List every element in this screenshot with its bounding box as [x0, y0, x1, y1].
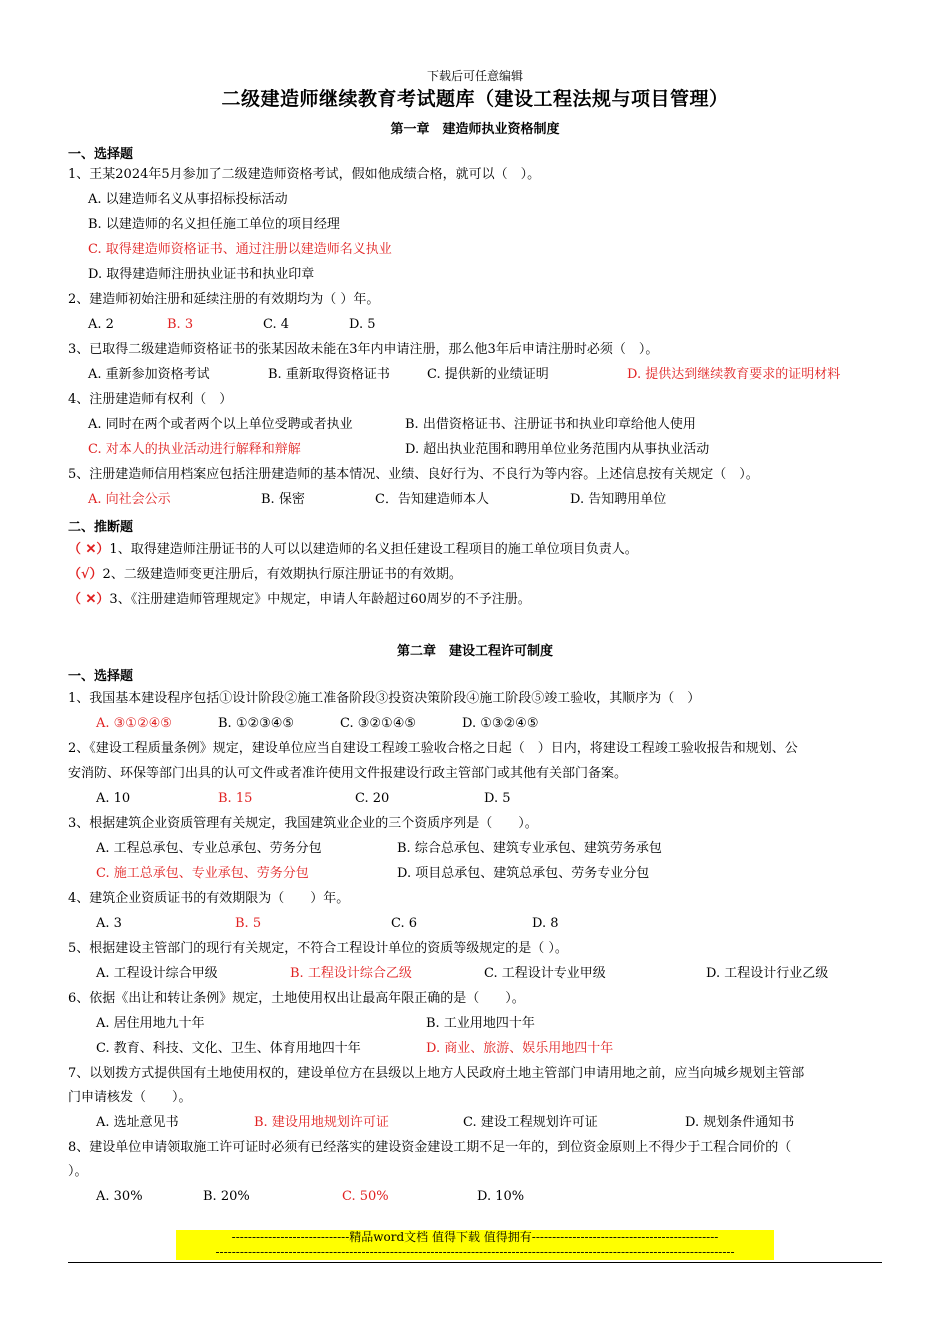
option-d: D. 5 [349, 317, 376, 332]
option-a: A. 工程设计综合甲级 [96, 966, 218, 981]
option-a: A. 以建造师名义从事招标投标活动 [88, 192, 288, 207]
question: 2、建造师初始注册和延续注册的有效期均为（ ）年。 [68, 292, 380, 307]
option-d: D. 取得建造师注册执业证书和执业印章 [88, 267, 315, 282]
option-b: B. 20% [203, 1189, 250, 1204]
option-d-answer: D. 提供达到继续教育要求的证明材料 [627, 367, 841, 382]
question: 2、《建设工程质量条例》规定，建设单位应当自建设工程竣工验收合格之日起（ ）日内，将建设工程竣工验收报告和规划、公 [68, 741, 798, 756]
judgement-item [68, 566, 462, 584]
option-c: C. ③②①④⑤ [340, 716, 417, 731]
option-d: D. 项目总承包、建筑总承包、劳务专业分包 [397, 866, 650, 881]
option-b: B. 出借资格证书、注册证书和执业印章给他人使用 [405, 417, 696, 432]
option-c-answer: C. 对本人的执业活动进行解释和辩解 [88, 442, 301, 457]
option-c: C. 建设工程规划许可证 [463, 1115, 598, 1130]
option-a: A. 选址意见书 [96, 1115, 179, 1130]
question-continued: 门申请核发（ ）。 [68, 1090, 192, 1105]
option-c: C．告知建造师本人 [375, 492, 489, 507]
option-d: D. 告知聘用单位 [570, 492, 667, 507]
option-b: B. 以建造师的名义担任施工单位的项目经理 [88, 217, 340, 232]
option-d: D. 10% [477, 1189, 525, 1204]
judgement-text: 1、取得建造师注册证书的人可以以建造师的名义担任建设工程项目的施工单位项目负责人。 [109, 542, 638, 557]
option-d-answer: D. 商业、旅游、娱乐用地四十年 [426, 1041, 614, 1056]
option-a: A. 工程总承包、专业总承包、劳务分包 [96, 841, 322, 856]
footer-banner-dashes: -------------------------------------------------------------------------------------------------------------------------------- [176, 1245, 774, 1260]
option-b: B. 综合总承包、建筑专业承包、建筑劳务承包 [397, 841, 662, 856]
option-c-answer: C. 50% [342, 1189, 389, 1204]
chapter-1-title: 第一章 建造师执业资格制度 [390, 122, 560, 137]
option-b: B. 重新取得资格证书 [268, 367, 390, 382]
option-c: C. 提供新的业绩证明 [427, 367, 549, 382]
option-d: D. 工程设计行业乙级 [706, 966, 829, 981]
chapter-2-title: 第二章 建设工程许可制度 [396, 644, 553, 659]
section-choice-heading: 一、选择题 [68, 147, 134, 162]
option-c-answer: C. 施工总承包、专业承包、劳务分包 [96, 866, 309, 881]
question: 8、建设单位申请领取施工许可证时必须有已经落实的建设资金建设工期不足一年的，到位资金原则上不得少于工程合同价的（ [68, 1140, 792, 1155]
option-a-answer: A. 向社会公示 [88, 492, 171, 507]
option-a: A. 同时在两个或者两个以上单位受聘或者执业 [88, 417, 353, 432]
judgement-item [68, 591, 531, 609]
option-a: A. 居住用地九十年 [96, 1016, 205, 1031]
option-b-answer: B. 建设用地规划许可证 [254, 1115, 389, 1130]
option-c-answer: C. 取得建造师资格证书、通过注册以建造师名义执业 [88, 242, 392, 257]
option-b-answer: B. 15 [218, 791, 253, 806]
option-a: A. 重新参加资格考试 [88, 367, 210, 382]
top-note: 下载后可任意编辑 [426, 69, 523, 83]
option-a: A. 3 [96, 916, 122, 931]
judgement-item [68, 541, 638, 559]
section-choice-heading: 一、选择题 [68, 669, 134, 684]
question-continued: ）。 [68, 1164, 88, 1179]
false-mark: （ ✕） [68, 542, 110, 557]
option-b-answer: B. 5 [235, 916, 262, 931]
question: 4、建筑企业资质证书的有效期限为（ ）年。 [68, 891, 350, 906]
judgement-text: 3、《注册建造师管理规定》中规定，申请人年龄超过60周岁的不予注册。 [109, 592, 531, 607]
question: 7、以划拨方式提供国有土地使用权的，建设单位方在县级以上地方人民政府土地主管部门申请用地之前，应当向城乡规划主管部 [68, 1066, 805, 1081]
option-a-answer: A. ③①②④⑤ [96, 716, 172, 731]
question: 5、根据建设主管部门的现行有关规定，不符合工程设计单位的资质等级规定的是（ ）。 [68, 941, 568, 956]
option-a: A. 10 [96, 791, 131, 806]
option-b-answer: B. 工程设计综合乙级 [290, 966, 412, 981]
option-a: A. 2 [88, 317, 114, 332]
option-d: D. 规划条件通知书 [685, 1115, 795, 1130]
question: 3、根据建筑企业资质管理有关规定，我国建筑业企业的三个资质序列是（ ）。 [68, 816, 538, 831]
question: 4、注册建造师有权利（ ） [68, 392, 233, 407]
option-d: D. 8 [532, 916, 559, 931]
question-continued: 安消防、环保等部门出具的认可文件或者准许使用文件报建设行政主管部门或其他有关部门备案。 [68, 766, 628, 781]
option-c: C. 6 [391, 916, 418, 931]
false-mark: （ ✕） [68, 592, 110, 607]
option-c: C. 教育、科技、文化、卫生、体育用地四十年 [96, 1041, 361, 1056]
section-judgement-heading: 二、推断题 [68, 520, 134, 535]
option-c: C. 20 [355, 791, 390, 806]
footer-banner: -----------------------------精品word文档 值得下载 值得拥有---------------------------------------------- [176, 1230, 774, 1245]
question: 1、我国基本建设程序包括①设计阶段②施工准备阶段③投资决策阶段④施工阶段⑤竣工验收，其顺序为（ ） [68, 691, 701, 706]
question: 1、王某2024年5月参加了二级建造师资格考试，假如他成绩合格，就可以（ ）。 [68, 167, 541, 182]
option-d: D. ①③②④⑤ [462, 716, 539, 731]
option-b: B. 保密 [261, 492, 305, 507]
question: 5、注册建造师信用档案应包括注册建造师的基本情况、业绩、良好行为、不良行为等内容。上述信息按有关规定（ ）。 [68, 467, 759, 482]
option-b: B. ①②③④⑤ [218, 716, 295, 731]
option-c: C. 4 [263, 317, 290, 332]
option-c: C. 工程设计专业甲级 [484, 966, 606, 981]
option-d: D. 5 [484, 791, 511, 806]
document-title: 二级建造师继续教育考试题库（建设工程法规与项目管理） [221, 88, 729, 110]
option-b: B. 工业用地四十年 [426, 1016, 535, 1031]
bottom-divider [68, 1262, 882, 1263]
true-mark: （√） [68, 567, 103, 582]
question: 6、依据《出让和转让条例》规定，土地使用权出让最高年限正确的是（ ）。 [68, 991, 525, 1006]
option-d: D. 超出执业范围和聘用单位业务范围内从事执业活动 [405, 442, 710, 457]
option-b-answer: B. 3 [167, 317, 194, 332]
question: 3、已取得二级建造师资格证书的张某因故未能在3年内申请注册，那么他3年后申请注册时必须（ ）。 [68, 342, 659, 357]
option-a: A. 30% [96, 1189, 143, 1204]
judgement-text: 2、二级建造师变更注册后，有效期执行原注册证书的有效期。 [102, 567, 462, 582]
